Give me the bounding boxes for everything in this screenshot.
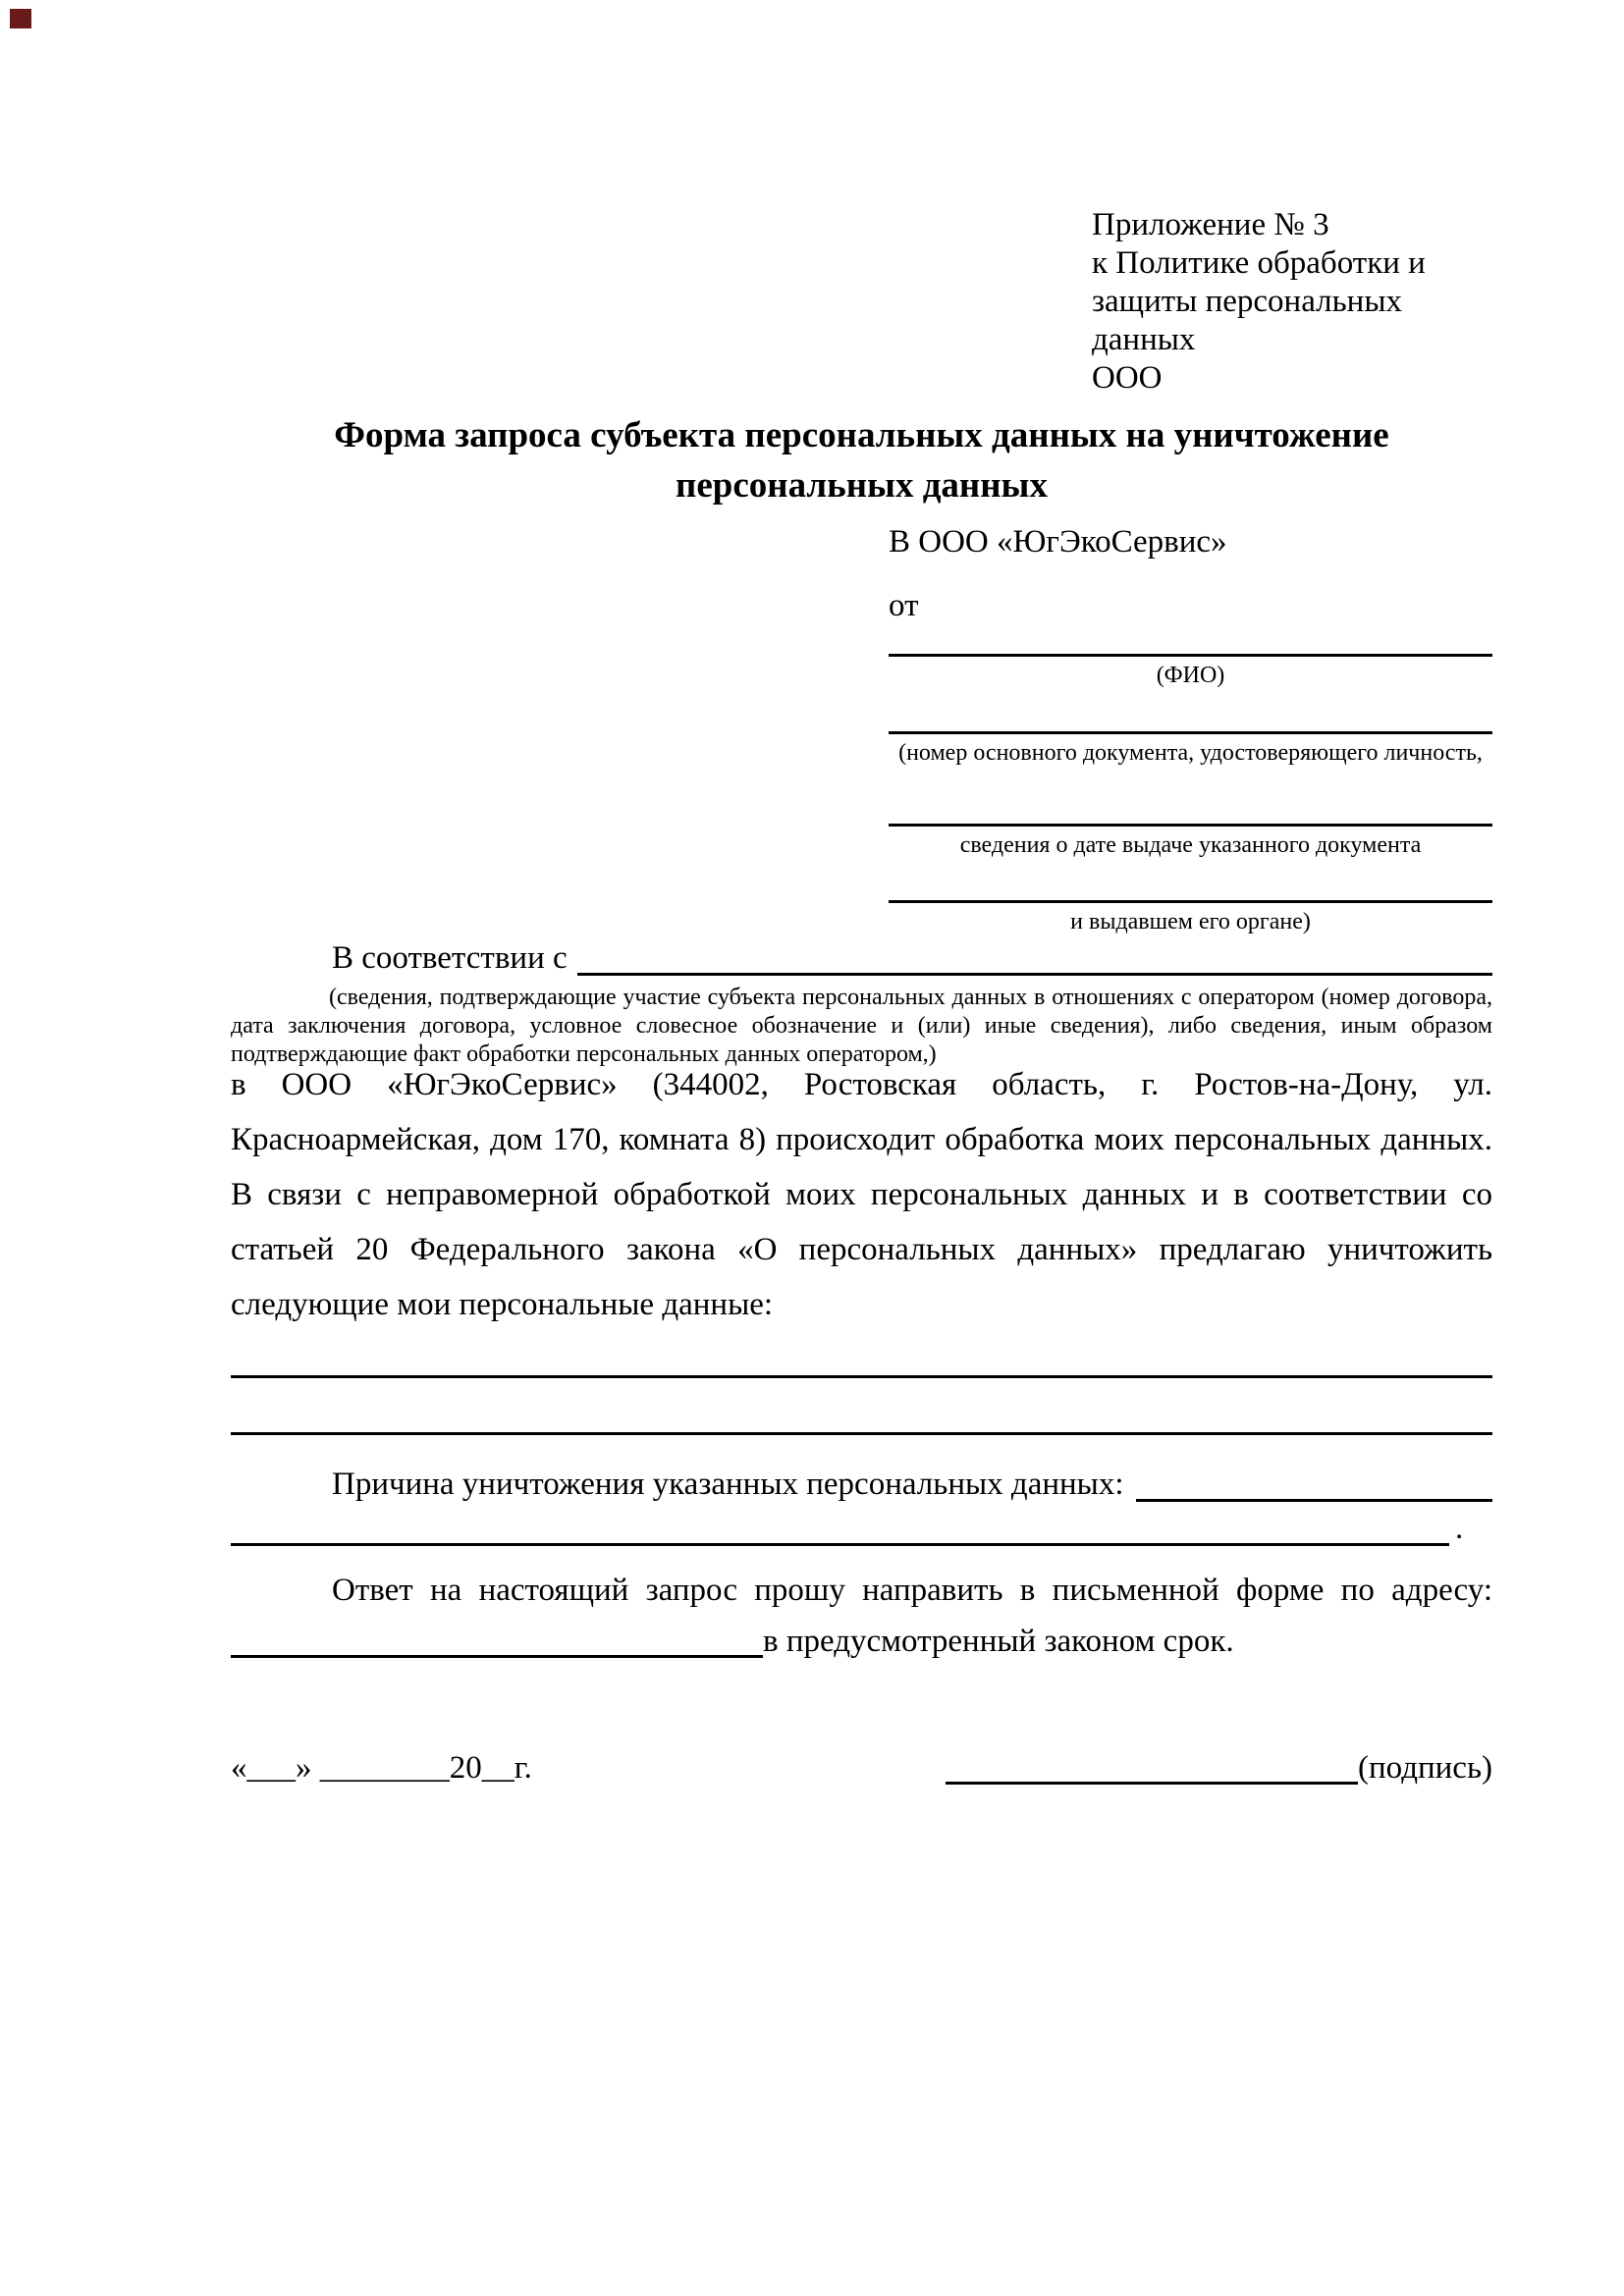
main-paragraph: в ООО «ЮгЭкоСервис» (344002, Ростовская область, г. Ростов-на-Дону, ул. Красноармейская, дом 170, комната 8) происходит обработка моих персональных данных. В связи с неправомерной обработкой моих персональных данных и в соответствии со статьей 20 Федерального закона «О персональных данных» предлагаю уничтожить следующие мои персональные данные: [231, 1067, 1492, 1322]
reason-blank-line-long [231, 1510, 1449, 1546]
addressee-line: В ООО «ЮгЭкоСервис» [889, 524, 1227, 560]
date-template-text: «___» ________20__г. [231, 1750, 532, 1786]
scan-corner-artifact [10, 9, 31, 28]
form-title-line-1: Форма запроса субъекта персональных данных на уничтожение [334, 415, 1389, 455]
document-issuer-blank-line [889, 900, 1492, 903]
company-prefix-label: ООО [1092, 360, 1163, 396]
response-tail-text: в предусмотренный законом срок. [763, 1624, 1234, 1659]
from-label: от [889, 588, 919, 623]
personal-data-blank-line-1 [231, 1375, 1492, 1378]
date-signature-row [231, 1748, 1492, 1788]
personal-data-blank-line-2 [231, 1432, 1492, 1435]
compliance-lead-text: В соответствии с [332, 940, 568, 976]
fio-blank-line [889, 654, 1492, 657]
compliance-blank-line [577, 938, 1492, 976]
appendix-note [1092, 206, 1494, 398]
company-name-blank-line [1163, 359, 1495, 393]
appendix-company-row [1092, 359, 1494, 398]
compliance-row [231, 938, 1492, 978]
document-number-blank-line [889, 731, 1492, 734]
reason-lead-text: Причина уничтожения указанных персональных данных: [332, 1467, 1124, 1502]
document-issue-date-blank-line [889, 824, 1492, 827]
document-number-caption: (номер основного документа, удостоверяющего личность, [898, 740, 1483, 766]
reason-blank-line-short [1136, 1465, 1492, 1502]
response-address-row [231, 1622, 1492, 1661]
compliance-fine-print: (сведения, подтверждающие участие субъекта персональных данных в отношениях с оператором (номер договора, дата заключения договора, условное словесное обозначение и (или) иные сведения), либо сведения, иным образом подтверждающие факт обработки персональных данных оператором,) [231, 985, 1492, 1067]
reason-period: . [1455, 1511, 1464, 1546]
form-title-line-2: персональных данных [676, 465, 1048, 506]
signature-caption: (подпись) [1358, 1750, 1492, 1786]
reason-continuation-row [231, 1510, 1492, 1547]
appendix-note-line-1: Приложение № 3 [1092, 207, 1329, 242]
document-issuer-caption: и выдавшем его органе) [1070, 909, 1311, 934]
appendix-note-line-3: защиты персональных данных [1092, 284, 1402, 357]
document-issue-date-caption: сведения о дате выдаче указанного документа [959, 832, 1422, 858]
appendix-note-line-2: к Политике обработки и [1092, 245, 1426, 281]
form-title [231, 410, 1492, 510]
response-address-blank-line [231, 1622, 763, 1658]
reason-row [231, 1465, 1492, 1504]
fio-caption: (ФИО) [1156, 663, 1225, 688]
signature-blank-line [946, 1782, 1358, 1785]
response-request-line: Ответ на настоящий запрос прошу направить в письменной форме по адресу: [332, 1573, 1492, 1608]
